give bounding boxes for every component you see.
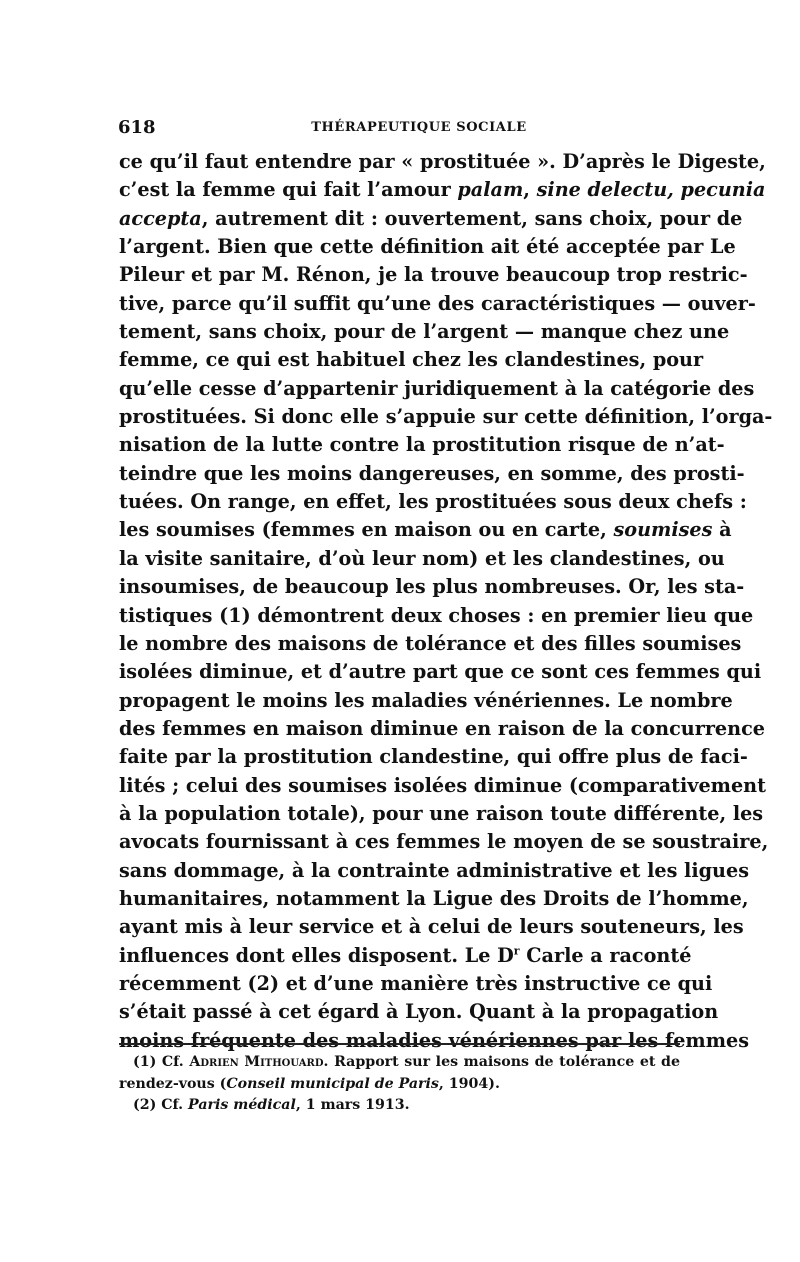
footnote-2 bbox=[119, 1095, 680, 1117]
body-line: isolées diminue, et d’autre part que ce sont ces femmes qui bbox=[119, 660, 762, 684]
footnote-1-text: Rapport sur les maisons de tolérance et de bbox=[334, 1054, 680, 1070]
footnote-2-source: Paris médical bbox=[188, 1097, 296, 1113]
body-line: ce qu’il faut entendre par « prostituée ». D’après le Digeste, bbox=[119, 150, 766, 173]
body-line: tuées. On range, en effet, les prostituées sous deux chefs : bbox=[119, 490, 747, 514]
body-line: accepta, autrement dit : ouvertement, sans choix, pour de bbox=[119, 206, 743, 230]
body-line: propagent le moins les maladies vénériennes. Le nombre bbox=[119, 688, 733, 712]
footnote-2-marker: (2) Cf. bbox=[133, 1097, 184, 1113]
body-line: des femmes en maison diminue en raison de la concurrence bbox=[119, 716, 765, 740]
body-line: tistiques (1) démontrent deux choses : en premier lieu que bbox=[119, 603, 754, 627]
body-line: la visite sanitaire, d’où leur nom) et les clandestines, ou bbox=[119, 546, 725, 570]
body-line: insoumises, de beaucoup les plus nombreuses. Or, les sta- bbox=[119, 575, 745, 599]
body-line: le nombre des maisons de tolérance et des filles soumises bbox=[119, 631, 742, 655]
footnote-1-author: Adrien Mithouard. bbox=[189, 1054, 329, 1070]
body-line: à la population totale), pour une raison toute différente, les bbox=[119, 801, 764, 825]
footnote-1-cont-b: , 1904). bbox=[438, 1075, 500, 1092]
body-line: lités ; celui des soumises isolées diminue (comparativement bbox=[119, 773, 766, 797]
body-line: Pileur et par M. Rénon, je la trouve beaucoup trop restric- bbox=[119, 263, 748, 287]
body-line: tive, parce qu’il suffit qu’une des caractéristiques — ouver- bbox=[119, 291, 756, 315]
body-line: moins fréquente des maladies vénériennes par les femmes bbox=[119, 1028, 750, 1052]
running-title: THÉRAPEUTIQUE SOCIALE bbox=[311, 120, 527, 135]
body-line: nisation de la lutte contre la prostitution risque de n’at- bbox=[119, 433, 725, 457]
body-line: avocats fournissant à ces femmes le moyen de se soustraire, bbox=[119, 830, 769, 854]
body-line: sans dommage, à la contrainte administrative et les ligues bbox=[119, 858, 750, 882]
body-line: prostituées. Si donc elle s’appuie sur cette définition, l’orga- bbox=[119, 405, 773, 429]
footnote-1-continuation bbox=[119, 1074, 680, 1096]
footnote-2-text: , 1 mars 1913. bbox=[295, 1097, 410, 1113]
footnote-1-source: Conseil municipal de Paris bbox=[226, 1075, 439, 1092]
footnotes bbox=[119, 1052, 680, 1117]
body-line: femme, ce qui est habituel chez les clandestines, pour bbox=[119, 348, 704, 372]
body-line: faite par la prostitution clandestine, qui offre plus de faci- bbox=[119, 745, 748, 769]
body-line: l’argent. Bien que cette définition ait été acceptée par Le bbox=[119, 235, 736, 259]
footnote-1-marker: (1) Cf. bbox=[133, 1054, 184, 1070]
body-line: qu’elle cesse d’appartenir juridiquement à la catégorie des bbox=[119, 376, 755, 400]
body-line: humanitaires, notamment la Ligue des Droits de l’homme, bbox=[119, 886, 749, 910]
body-line: récemment (2) et d’une manière très instructive ce qui bbox=[119, 971, 713, 995]
page-number: 618 bbox=[118, 117, 156, 138]
body-line: teindre que les moins dangereuses, en somme, des prosti- bbox=[119, 461, 745, 485]
body-line: ayant mis à leur service et à celui de leurs souteneurs, les bbox=[119, 915, 744, 939]
body-line: s’était passé à cet égard à Lyon. Quant à la propagation bbox=[119, 1000, 719, 1024]
body-line: les soumises (femmes en maison ou en carte, soumises à bbox=[119, 518, 732, 542]
page-header bbox=[118, 117, 680, 139]
body-line: c’est la femme qui fait l’amour palam, sine delectu, pecunia bbox=[119, 178, 766, 202]
footnote-1 bbox=[119, 1052, 680, 1074]
body-line: influences dont elles disposent. Le $D^r$ Carle a raconté bbox=[119, 943, 692, 967]
footnote-1-cont-a: rendez-vous ( bbox=[119, 1075, 227, 1092]
body-line: tement, sans choix, pour de l’argent — manque chez une bbox=[119, 320, 730, 344]
footnote-separator bbox=[119, 1043, 680, 1045]
body-text bbox=[119, 148, 773, 1055]
